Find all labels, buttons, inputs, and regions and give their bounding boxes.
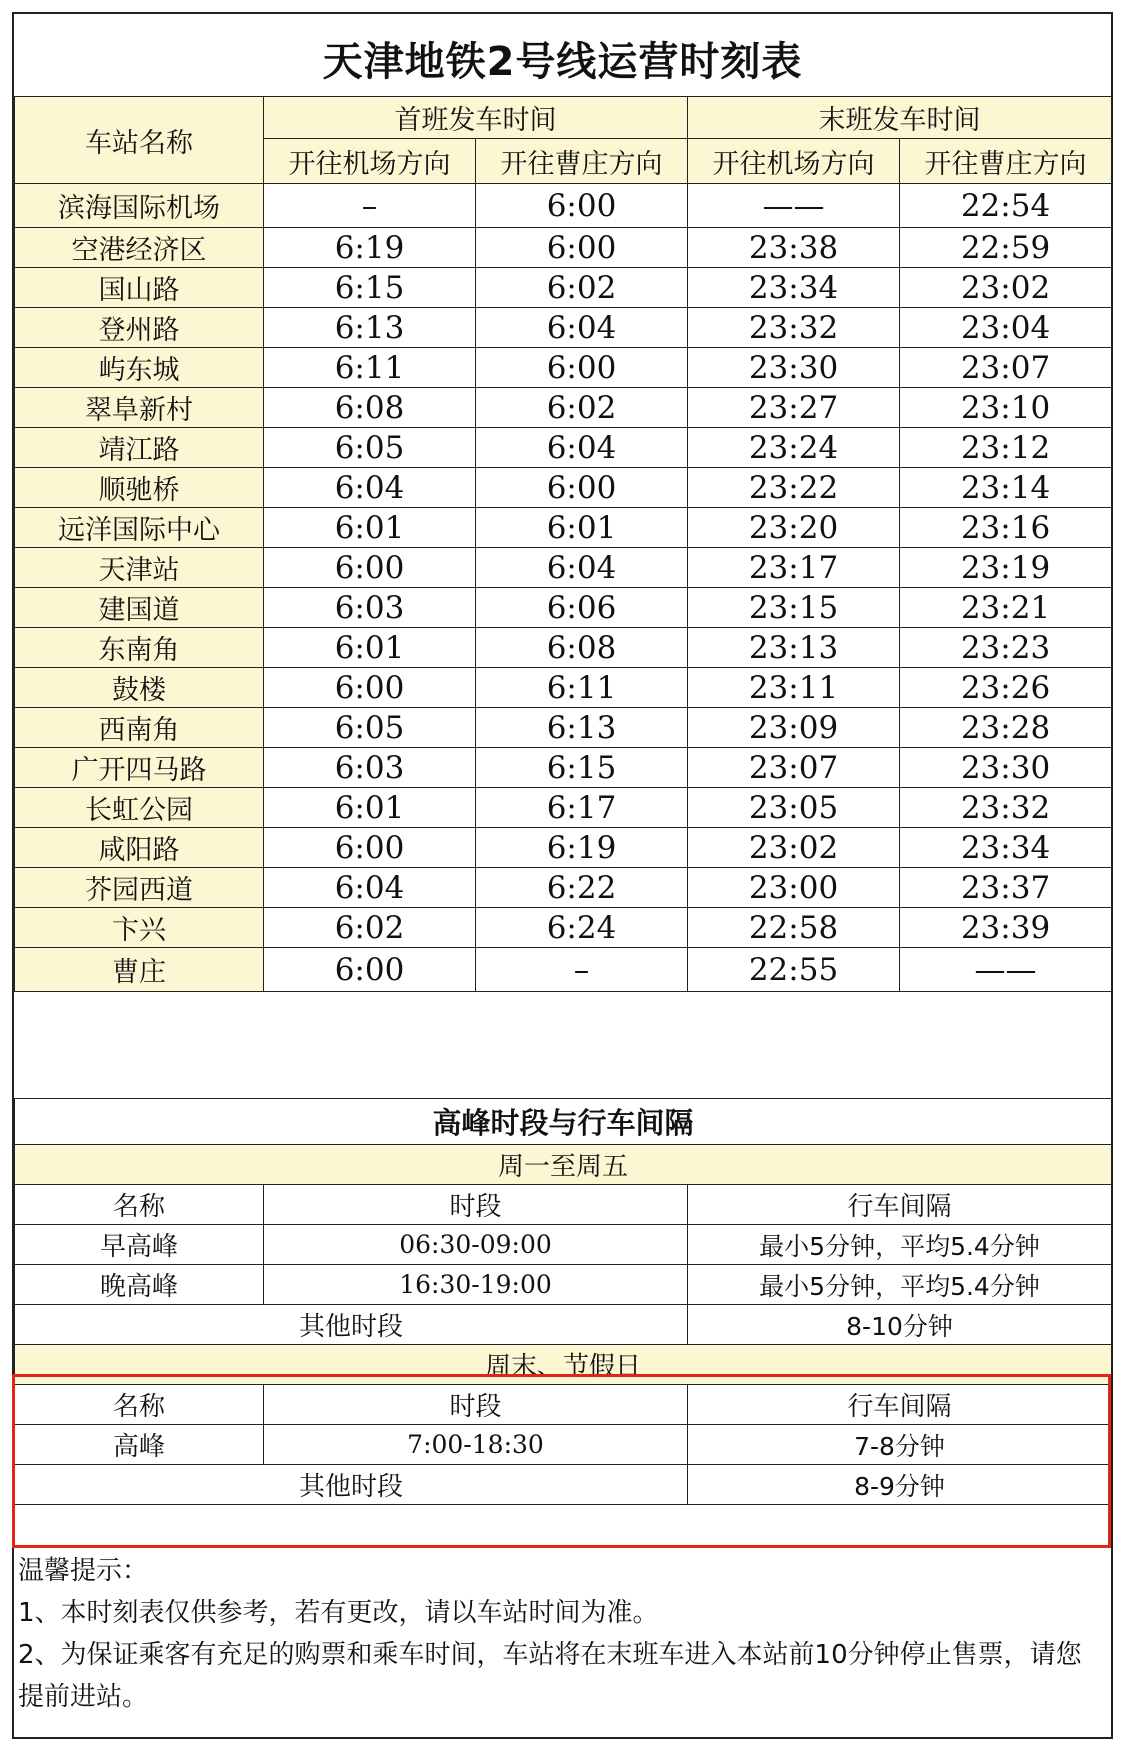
peak-table <box>14 1098 1112 1505</box>
first-train-airport: – <box>264 184 476 228</box>
weekday-row-name: 早高峰 <box>15 1225 264 1265</box>
station-row <box>15 668 1112 708</box>
station-name: 天津站 <box>15 548 264 588</box>
station-name: 靖江路 <box>15 428 264 468</box>
first-train-airport: 6:00 <box>264 548 476 588</box>
station-row <box>15 228 1112 268</box>
station-name: 空港经济区 <box>15 228 264 268</box>
last-train-caozhuang: 23:21 <box>900 588 1112 628</box>
weekend-col-period: 时段 <box>264 1385 688 1425</box>
station-name: 西南角 <box>15 708 264 748</box>
station-name: 长虹公园 <box>15 788 264 828</box>
last-train-airport: 23:05 <box>688 788 900 828</box>
station-row <box>15 948 1112 992</box>
last-train-airport: 23:30 <box>688 348 900 388</box>
first-train-airport: 6:11 <box>264 348 476 388</box>
first-train-caozhuang: 6:04 <box>476 548 688 588</box>
last-train-airport: 23:11 <box>688 668 900 708</box>
first-train-airport: 6:13 <box>264 308 476 348</box>
first-train-airport: 6:04 <box>264 468 476 508</box>
weekend-row-period: 7:00-18:30 <box>264 1425 688 1465</box>
first-train-airport: 6:01 <box>264 508 476 548</box>
last-train-caozhuang: 23:37 <box>900 868 1112 908</box>
first-train-caozhuang: 6:24 <box>476 908 688 948</box>
station-row <box>15 788 1112 828</box>
last-train-caozhuang: 23:32 <box>900 788 1112 828</box>
last-train-airport: 23:13 <box>688 628 900 668</box>
first-train-airport: 6:05 <box>264 708 476 748</box>
last-train-caozhuang: 23:28 <box>900 708 1112 748</box>
header-station-name: 车站名称 <box>15 97 264 184</box>
notes-line-2: 2、为保证乘客有充足的购票和乘车时间，车站将在末班车进入本站前10分钟停止售票，请您提前进站。 <box>18 1640 1082 1712</box>
last-train-airport: 23:15 <box>688 588 900 628</box>
weekday-row-period: 06:30-09:00 <box>264 1225 688 1265</box>
station-name: 登州路 <box>15 308 264 348</box>
last-train-caozhuang: 23:23 <box>900 628 1112 668</box>
notes-heading: 温馨提示： <box>18 1556 149 1586</box>
first-train-caozhuang: 6:04 <box>476 308 688 348</box>
weekend-col-name: 名称 <box>15 1385 264 1425</box>
weekend-col-interval: 行车间隔 <box>688 1385 1112 1425</box>
last-train-airport: 23:17 <box>688 548 900 588</box>
station-row <box>15 184 1112 228</box>
last-train-airport: 23:34 <box>688 268 900 308</box>
station-name: 滨海国际机场 <box>15 184 264 228</box>
weekday-col-interval: 行车间隔 <box>688 1185 1112 1225</box>
station-row <box>15 548 1112 588</box>
station-row <box>15 708 1112 748</box>
first-train-caozhuang: 6:13 <box>476 708 688 748</box>
station-row <box>15 428 1112 468</box>
station-name: 建国道 <box>15 588 264 628</box>
last-train-airport: 23:24 <box>688 428 900 468</box>
station-row <box>15 348 1112 388</box>
first-train-airport: 6:15 <box>264 268 476 308</box>
first-train-airport: 6:05 <box>264 428 476 468</box>
weekday-label: 周一至周五 <box>15 1145 1112 1185</box>
first-train-caozhuang: 6:11 <box>476 668 688 708</box>
weekday-row-period: 16:30-19:00 <box>264 1265 688 1305</box>
last-train-caozhuang: 23:02 <box>900 268 1112 308</box>
station-row <box>15 388 1112 428</box>
first-train-airport: 6:01 <box>264 628 476 668</box>
header-first-train: 首班发车时间 <box>264 97 688 139</box>
first-train-airport: 6:01 <box>264 788 476 828</box>
station-name: 咸阳路 <box>15 828 264 868</box>
last-train-caozhuang: 22:54 <box>900 184 1112 228</box>
station-name: 国山路 <box>15 268 264 308</box>
last-train-caozhuang: —— <box>900 948 1112 992</box>
first-train-caozhuang: 6:15 <box>476 748 688 788</box>
last-train-airport: 23:20 <box>688 508 900 548</box>
first-train-airport: 6:04 <box>264 868 476 908</box>
timetable <box>14 96 1112 992</box>
last-train-airport: —— <box>688 184 900 228</box>
weekend-label: 周末、节假日 <box>15 1345 1112 1385</box>
first-train-caozhuang: 6:00 <box>476 184 688 228</box>
first-train-caozhuang: 6:02 <box>476 388 688 428</box>
station-row <box>15 628 1112 668</box>
station-name: 芥园西道 <box>15 868 264 908</box>
station-name: 翠阜新村 <box>15 388 264 428</box>
weekday-row-name: 晚高峰 <box>15 1265 264 1305</box>
last-train-airport: 23:32 <box>688 308 900 348</box>
station-name: 屿东城 <box>15 348 264 388</box>
first-train-airport: 6:00 <box>264 668 476 708</box>
last-train-caozhuang: 23:34 <box>900 828 1112 868</box>
notes-line-1: 1、本时刻表仅供参考，若有更改，请以车站时间为准。 <box>18 1598 659 1628</box>
station-rows <box>15 184 1112 992</box>
weekend-other-interval: 8-9分钟 <box>688 1465 1112 1505</box>
last-train-caozhuang: 23:12 <box>900 428 1112 468</box>
first-train-caozhuang: 6:08 <box>476 628 688 668</box>
weekday-row-interval: 最小5分钟，平均5.4分钟 <box>688 1225 1112 1265</box>
station-row <box>15 828 1112 868</box>
last-train-airport: 23:02 <box>688 828 900 868</box>
header-first-dir-caozhuang: 开往曹庄方向 <box>476 139 688 184</box>
first-train-caozhuang: 6:02 <box>476 268 688 308</box>
last-train-caozhuang: 23:19 <box>900 548 1112 588</box>
first-train-airport: 6:19 <box>264 228 476 268</box>
first-train-caozhuang: 6:19 <box>476 828 688 868</box>
station-row <box>15 508 1112 548</box>
first-train-airport: 6:03 <box>264 588 476 628</box>
weekend-row-name: 高峰 <box>15 1425 264 1465</box>
weekend-row-interval: 7-8分钟 <box>688 1425 1112 1465</box>
station-row <box>15 868 1112 908</box>
station-name: 远洋国际中心 <box>15 508 264 548</box>
first-train-caozhuang: 6:00 <box>476 468 688 508</box>
weekday-other-interval: 8-10分钟 <box>688 1305 1112 1345</box>
notes <box>18 1550 1098 1718</box>
station-row <box>15 908 1112 948</box>
last-train-airport: 23:38 <box>688 228 900 268</box>
last-train-caozhuang: 23:39 <box>900 908 1112 948</box>
header-first-dir-airport: 开往机场方向 <box>264 139 476 184</box>
last-train-airport: 23:27 <box>688 388 900 428</box>
first-train-caozhuang: 6:17 <box>476 788 688 828</box>
first-train-airport: 6:00 <box>264 948 476 992</box>
first-train-caozhuang: 6:04 <box>476 428 688 468</box>
last-train-caozhuang: 23:14 <box>900 468 1112 508</box>
station-row <box>15 588 1112 628</box>
station-row <box>15 468 1112 508</box>
header-last-train: 末班发车时间 <box>688 97 1112 139</box>
weekend-other-label: 其他时段 <box>15 1465 688 1505</box>
last-train-caozhuang: 23:10 <box>900 388 1112 428</box>
last-train-caozhuang: 23:04 <box>900 308 1112 348</box>
weekday-col-period: 时段 <box>264 1185 688 1225</box>
last-train-airport: 23:07 <box>688 748 900 788</box>
first-train-airport: 6:03 <box>264 748 476 788</box>
last-train-caozhuang: 23:16 <box>900 508 1112 548</box>
last-train-airport: 23:00 <box>688 868 900 908</box>
first-train-caozhuang: 6:00 <box>476 228 688 268</box>
first-train-airport: 6:00 <box>264 828 476 868</box>
last-train-airport: 22:58 <box>688 908 900 948</box>
header-last-dir-airport: 开往机场方向 <box>688 139 900 184</box>
header-last-dir-caozhuang: 开往曹庄方向 <box>900 139 1112 184</box>
peak-section-title: 高峰时段与行车间隔 <box>15 1099 1112 1145</box>
first-train-airport: 6:02 <box>264 908 476 948</box>
station-name: 曹庄 <box>15 948 264 992</box>
last-train-airport: 22:55 <box>688 948 900 992</box>
first-train-caozhuang: – <box>476 948 688 992</box>
weekday-col-name: 名称 <box>15 1185 264 1225</box>
first-train-airport: 6:08 <box>264 388 476 428</box>
station-row <box>15 268 1112 308</box>
first-train-caozhuang: 6:00 <box>476 348 688 388</box>
first-train-caozhuang: 6:06 <box>476 588 688 628</box>
first-train-caozhuang: 6:22 <box>476 868 688 908</box>
station-name: 顺驰桥 <box>15 468 264 508</box>
station-row <box>15 748 1112 788</box>
weekday-row-interval: 最小5分钟，平均5.4分钟 <box>688 1265 1112 1305</box>
station-name: 广开四马路 <box>15 748 264 788</box>
station-name: 鼓楼 <box>15 668 264 708</box>
weekday-other-label: 其他时段 <box>15 1305 688 1345</box>
last-train-airport: 23:09 <box>688 708 900 748</box>
last-train-airport: 23:22 <box>688 468 900 508</box>
last-train-caozhuang: 23:07 <box>900 348 1112 388</box>
last-train-caozhuang: 23:30 <box>900 748 1112 788</box>
last-train-caozhuang: 23:26 <box>900 668 1112 708</box>
page-title: 天津地铁2号线运营时刻表 <box>14 14 1111 105</box>
station-name: 东南角 <box>15 628 264 668</box>
station-row <box>15 308 1112 348</box>
first-train-caozhuang: 6:01 <box>476 508 688 548</box>
station-name: 卞兴 <box>15 908 264 948</box>
last-train-caozhuang: 22:59 <box>900 228 1112 268</box>
